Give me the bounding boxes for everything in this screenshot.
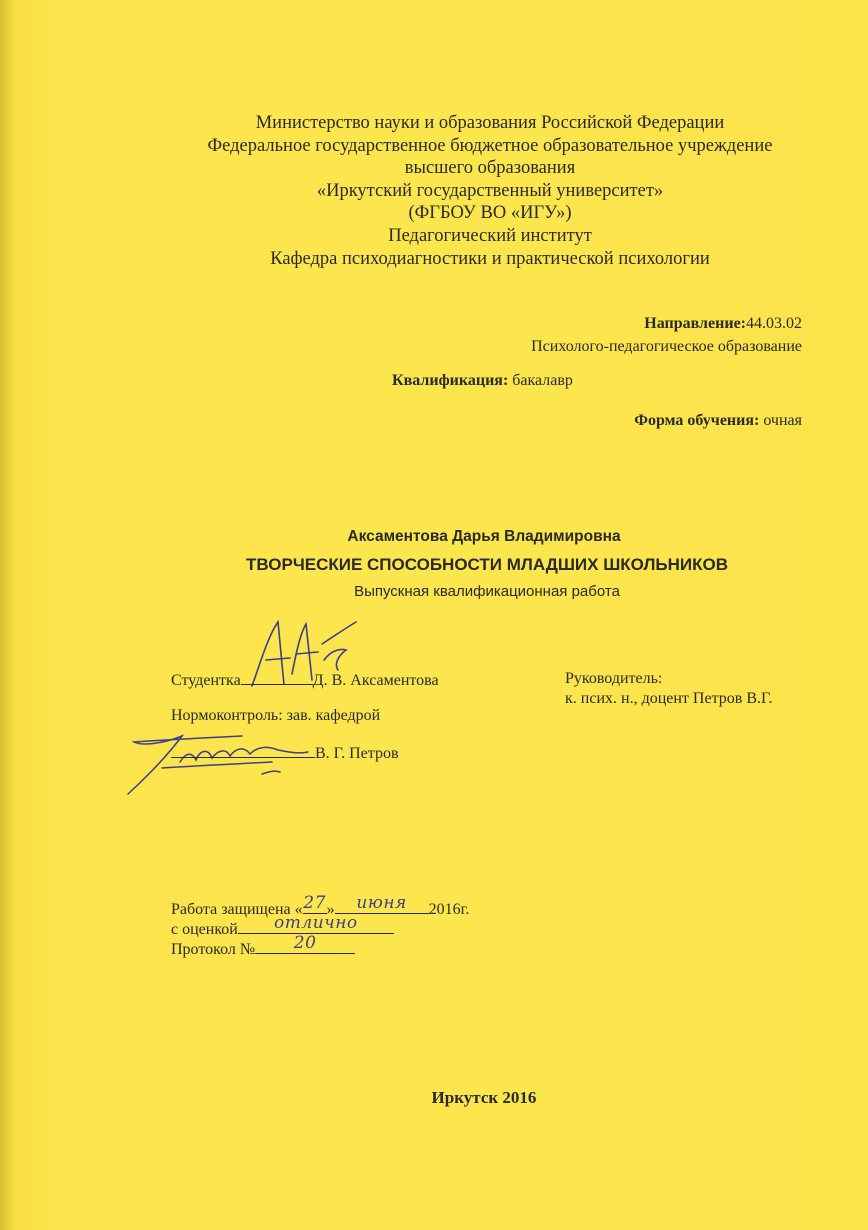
defense-quote-close: » <box>326 901 335 918</box>
defense-day-field <box>303 893 327 914</box>
protocol-field <box>255 933 355 954</box>
grade-field <box>238 913 394 934</box>
study-form-label: Форма обучения: <box>634 412 760 429</box>
supervisor-name: к. псих. н., доцент Петров В.Г. <box>565 690 773 707</box>
education-level-line: высшего образования <box>404 158 576 179</box>
direction-code: 44.03.02 <box>746 315 802 332</box>
direction-line <box>644 315 802 333</box>
institution-type-line: Федеральное государственное бюджетное образовательное учреждение <box>207 135 773 156</box>
thesis-title: ТВОРЧЕСКИЕ СПОСОБНОСТИ МЛАДШИХ ШКОЛЬНИКОВ <box>246 555 728 574</box>
defense-prefix: Работа защищена « <box>171 901 303 918</box>
protocol-label: Протокол № <box>171 941 256 958</box>
supervisor-label: Руководитель: <box>565 670 663 687</box>
student-name: Д. В. Аксаментова <box>312 672 439 689</box>
grade-value: отлично <box>274 913 358 933</box>
institute-line: Педагогический институт <box>388 225 592 246</box>
protocol-line <box>171 933 355 959</box>
student-label: Студентка <box>171 672 241 689</box>
normcontrol-label: Нормоконтроль: зав. кафедрой <box>171 707 381 724</box>
normcontrol-line <box>171 743 399 763</box>
university-abbr-line: (ФГБОУ ВО «ИГУ») <box>408 203 572 224</box>
defense-month-field <box>335 893 429 914</box>
direction-name: Психолого-педагогическое образование <box>531 338 802 355</box>
study-form-value: очная <box>759 412 802 429</box>
qualification-value: бакалавр <box>508 372 573 389</box>
author-name: Аксаментова Дарья Владимировна <box>347 528 621 545</box>
student-line <box>171 670 439 690</box>
grade-label: с оценкой <box>171 921 238 938</box>
city-year: Иркутск 2016 <box>431 1088 537 1107</box>
qualification-line <box>392 372 573 390</box>
qualification-label: Квалификация: <box>392 372 509 389</box>
defense-year: 2016г. <box>428 901 470 918</box>
protocol-number: 20 <box>293 933 317 953</box>
work-type: Выпускная квалификационная работа <box>354 583 620 600</box>
defense-day: 27 <box>303 893 326 913</box>
study-form-line <box>634 412 802 430</box>
defense-month: июня <box>356 893 407 913</box>
student-signature-blank <box>241 670 313 685</box>
department-line: Кафедра психодиагностики и практической психологии <box>270 248 710 269</box>
normcontrol-name: В. Г. Петров <box>315 745 399 762</box>
page-edge-shadow <box>0 0 14 1230</box>
direction-label: Направление: <box>644 315 746 332</box>
ministry-line: Министерство науки и образования Российской Федерации <box>255 113 725 133</box>
normcontrol-signature-blank <box>171 743 315 758</box>
university-name-line: «Иркутский государственный университет» <box>316 180 664 201</box>
institution-header <box>130 112 850 270</box>
